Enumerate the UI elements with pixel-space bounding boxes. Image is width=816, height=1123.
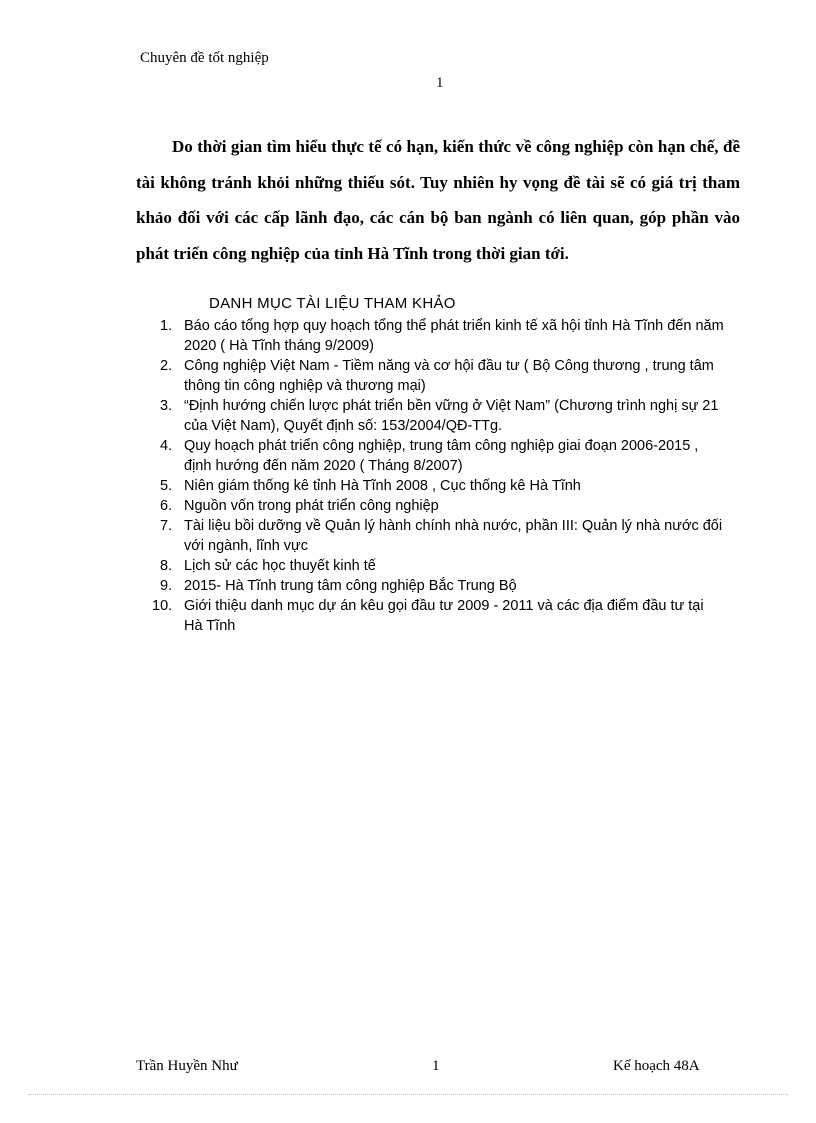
reference-number: 6. [160,498,173,514]
reference-item [160,356,726,396]
reference-number: 10. [152,598,173,614]
reference-text: Quy hoạch phát triển công nghiệp, trung tâm công nghiệp giai đoạn 2006-2015 , định hướng đến năm 2020 ( Tháng 8/2007) [184,438,699,474]
reference-number: 9. [160,578,173,594]
reference-item [152,596,726,636]
footer-class-name: Kế hoạch 48A [613,1058,700,1074]
conclusion-paragraph: Do thời gian tìm hiểu thực tế có hạn, kiến thức về công nghiệp còn hạn chế, đề tài không tránh khỏi những thiếu sót. Tuy nhiên hy vọng đề tài sẽ có giá trị tham khảo đối với các cấp lãnh đạo, các cán bộ ban ngành có liên quan, góp phần vào phát triển công nghiệp của tỉnh Hà Tĩnh trong thời gian tới. [136,137,740,263]
reference-text: “Định hướng chiến lược phát triển bền vững ở Việt Nam” (Chương trình nghị sự 21 của Việt Nam), Quyết định số: 153/2004/QĐ-TTg. [184,398,719,434]
reference-text: Niên giám thống kê tỉnh Hà Tĩnh 2008 , Cục thống kê Hà Tĩnh [184,478,581,494]
header-title: Chuyên đề tốt nghiệp [140,50,269,66]
reference-number: 3. [160,398,173,414]
reference-number: 1. [160,318,173,334]
footer-author: Trần Huyền Như [136,1058,238,1074]
reference-number: 4. [160,438,173,454]
reference-item [160,436,726,476]
reference-text: Tài liệu bồi dưỡng về Quản lý hành chính nhà nước, phần III: Quản lý nhà nước đối với ngành, lĩnh vực [184,518,723,554]
reference-text: Công nghiệp Việt Nam - Tiềm năng và cơ hội đầu tư ( Bộ Công thương , trung tâm thông tin công nghiệp và thương mại) [184,358,714,394]
reference-number: 2. [160,358,173,374]
reference-number: 7. [160,518,173,534]
page-break-line [28,1094,788,1095]
reference-text: 2015- Hà Tĩnh trung tâm công nghiệp Bắc Trung Bộ [184,578,517,594]
reference-number: 5. [160,478,173,494]
reference-text: Báo cáo tổng hợp quy hoạch tổng thể phát triển kinh tế xã hội tỉnh Hà Tĩnh đến năm 2020 ( Hà Tĩnh tháng 9/2009) [184,318,724,354]
reference-item [160,396,726,436]
reference-text: Giới thiệu danh mục dự án kêu gọi đầu tư 2009 - 2011 và các địa điểm đầu tư tại Hà Tĩnh [184,598,704,634]
reference-number: 8. [160,558,173,574]
header-page-number: 1 [436,75,444,91]
reference-item [160,556,726,576]
reference-text: Nguồn vốn trong phát triển công nghiệp [184,498,439,514]
reference-item [160,476,726,496]
reference-text: Lịch sử các học thuyết kinh tế [184,558,376,574]
references-list [152,316,726,636]
reference-item [160,316,726,356]
reference-item [160,576,726,596]
footer-page-number: 1 [432,1058,440,1074]
references-title: DANH MỤC TÀI LIỆU THAM KHẢO [209,295,456,312]
reference-item [160,516,726,556]
reference-item [160,496,726,516]
